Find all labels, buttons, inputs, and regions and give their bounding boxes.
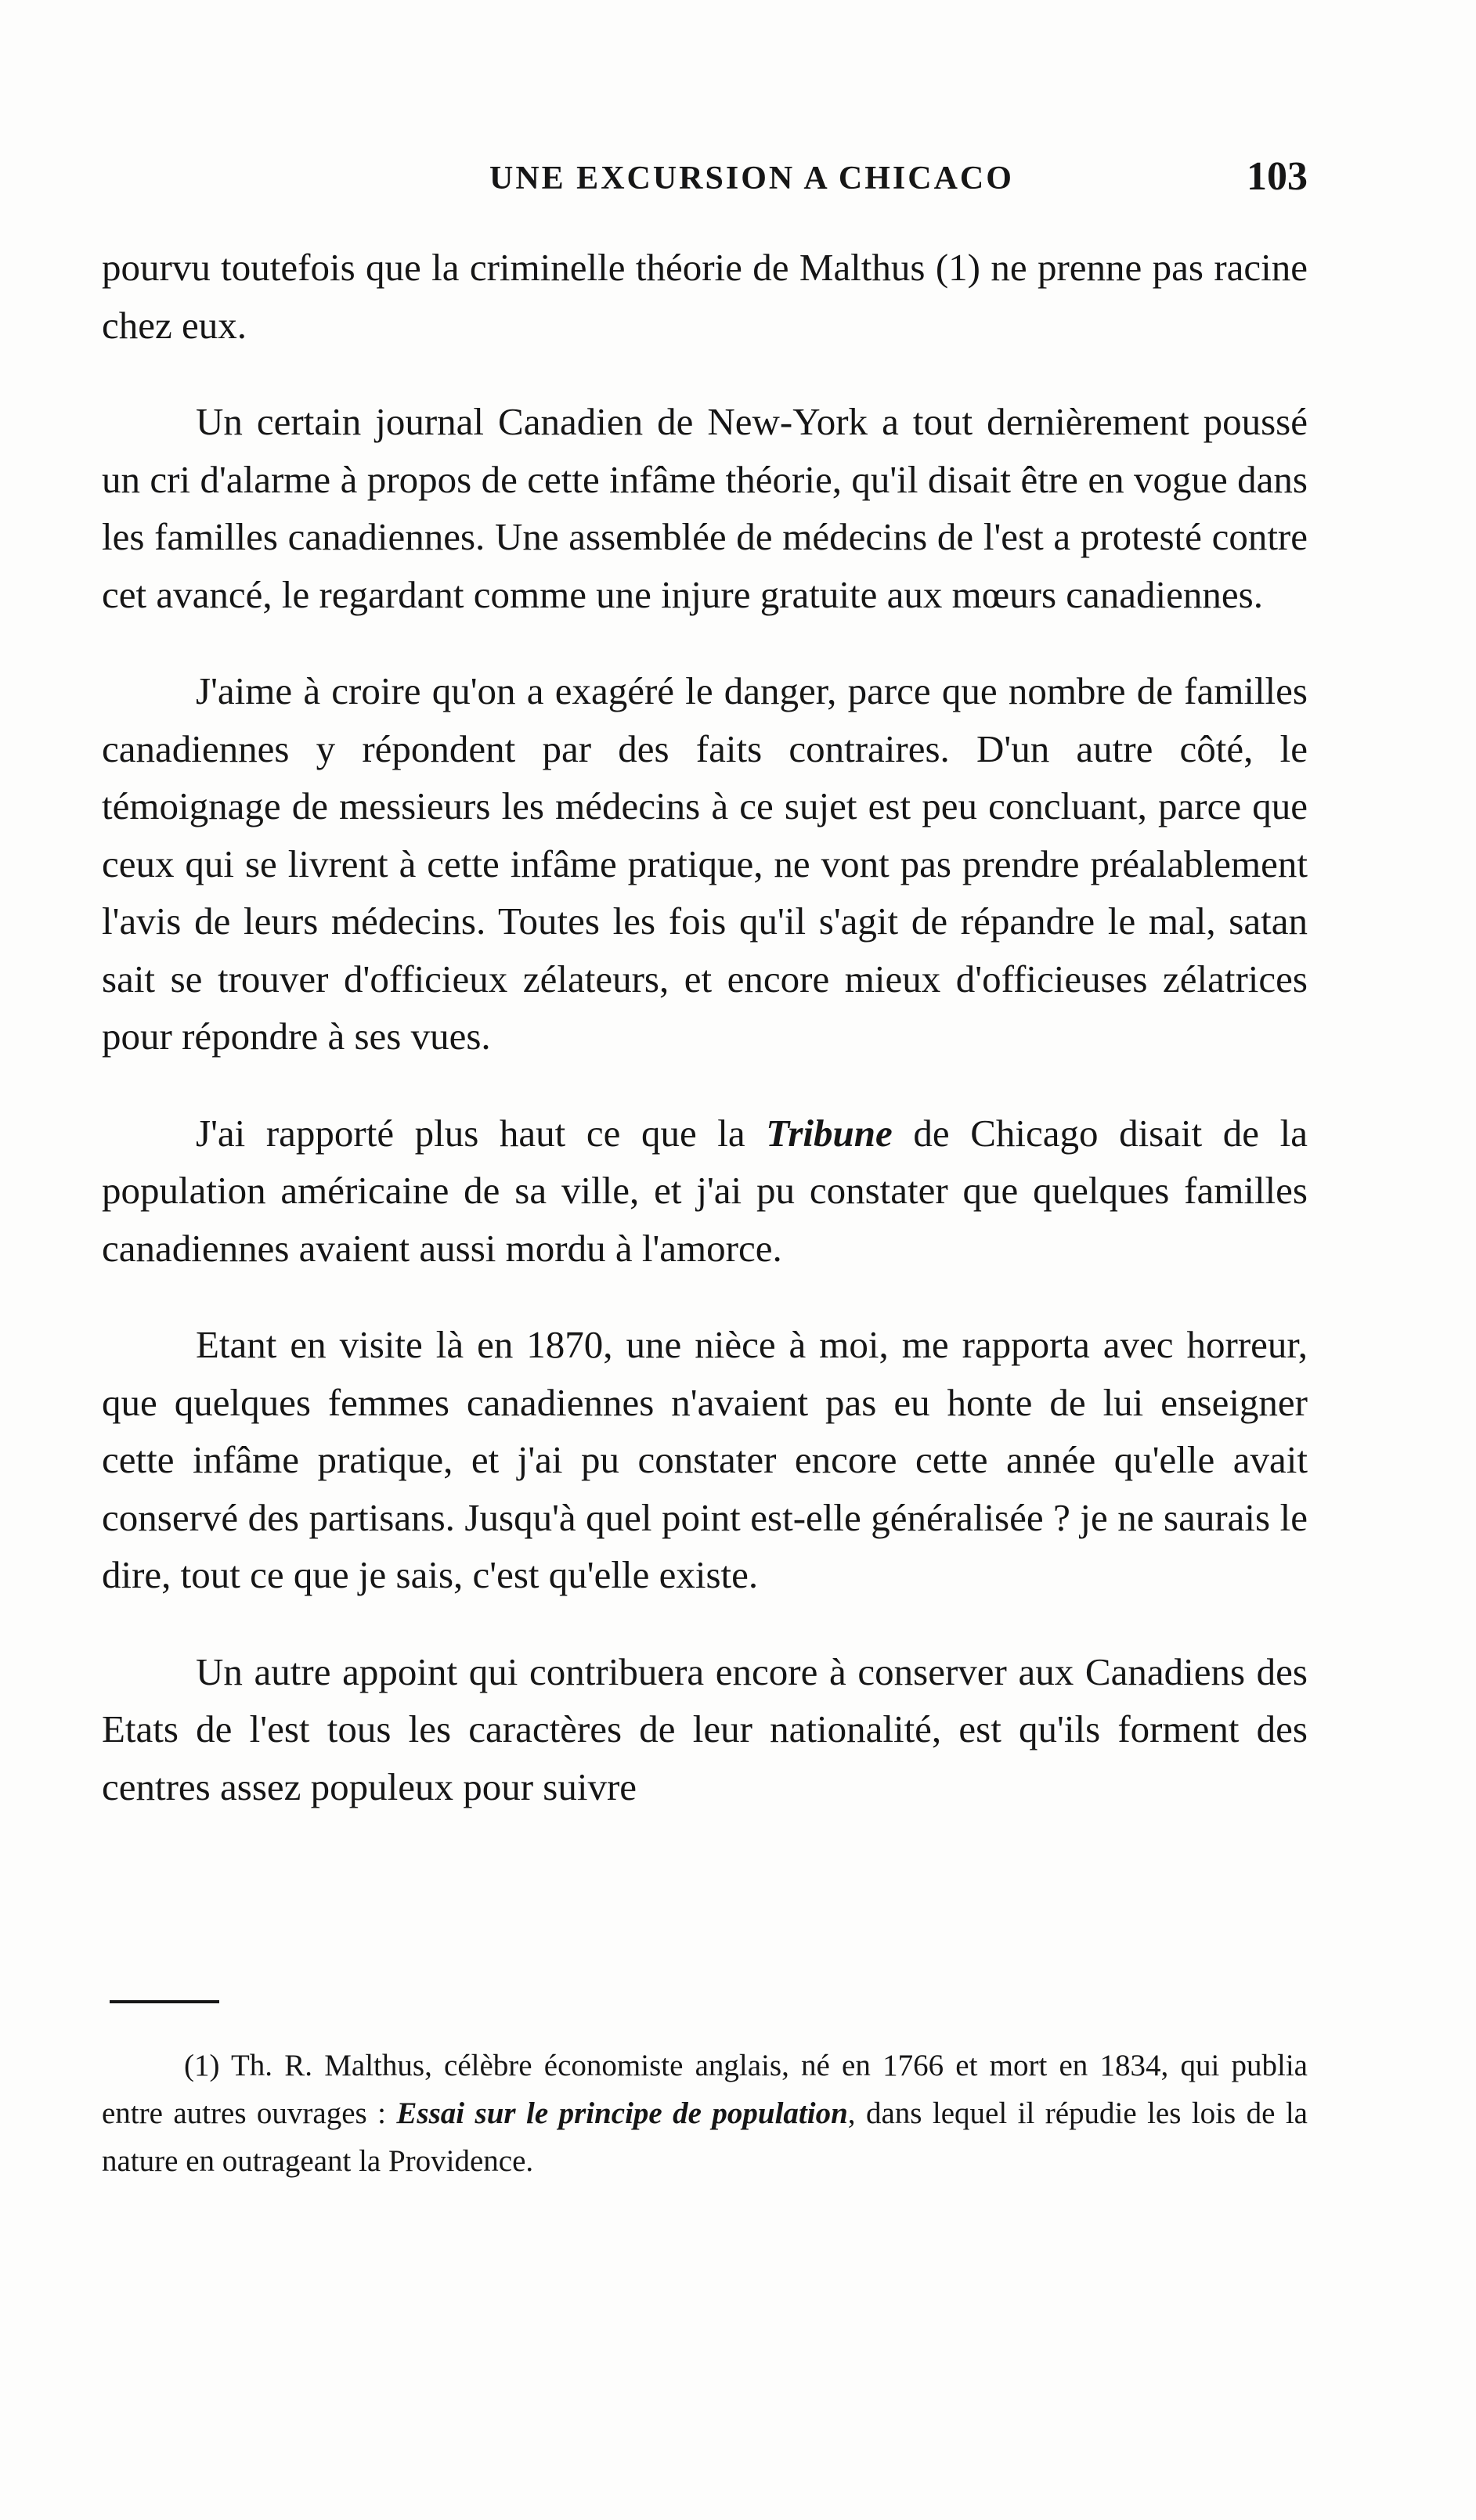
- footnote-end: , dans lequel il répudie les lois de la nature en outrageant la Providence.: [102, 2096, 1308, 2178]
- paragraph-2: Un certain journal Canadien de New-York a tout dernièrement poussé un cri d'alarme à propos de cette infâme théorie, qu'il disait être en vogue dans les familles canadiennes. Une assemblée de médecins de l'est a protesté contre cet avancé, le regardant comme une injure gratuite aux mœurs canadiennes.: [102, 400, 1308, 616]
- paragraph-4-start: J'ai rapporté plus haut ce que la: [196, 1111, 767, 1155]
- paragraph-3: J'aime à croire qu'on a exagéré le danger, parce que nombre de familles canadiennes y répondent par des faits contraires. D'un autre côté, le témoignage de messieurs les médecins à ce sujet est peu concluant, parce que ceux qui se livrent à cette infâme pratique, ne vont pas prendre préalablement l'avis de leurs médecins. Toutes les fois qu'il s'agit de répandre le mal, satan sait se trouver d'officieux zélateurs, et encore mieux d'officieuses zélatrices pour répondre à ses vues.: [102, 669, 1308, 1058]
- running-title: UNE EXCURSION A CHICACO: [489, 160, 1014, 196]
- paragraph-6: Un autre appoint qui contribuera encore à conserver aux Canadiens des Etats de l'est tous les caractères de leur nationalité, est qu'ils forment des centres assez populeux pour suivre: [102, 1649, 1308, 1808]
- footnote-start: (1) Th. R. Malthus, célèbre économiste anglais, né en 1766 et mort en 1834, qui publia entre autres ouvrages :: [102, 2049, 1308, 2130]
- footnote-divider: [110, 2000, 219, 2003]
- paragraph-4-end: de Chicago disait de la population américaine de sa ville, et j'ai pu constater que quelques familles canadiennes avaient aussi mordu à l'amorce.: [102, 1111, 1308, 1270]
- footnote-book-title: Essai sur le principe de population: [396, 2096, 848, 2130]
- tribune-title: Tribune: [766, 1111, 893, 1155]
- page-number: 103: [1247, 154, 1308, 199]
- paragraph-1: pourvu toutefois que la criminelle théorie de Malthus (1) ne prenne pas racine chez eux.: [102, 246, 1308, 347]
- running-header: [102, 153, 1308, 208]
- body-text: [102, 239, 1308, 1815]
- paragraph-4: [102, 1105, 1308, 1278]
- paragraph-5: Etant en visite là en 1870, une nièce à moi, me rapporta avec horreur, que quelques femmes canadiennes n'avaient pas eu honte de lui enseigner cette infâme pratique, et j'ai pu constater encore cette année qu'elle avait conservé des partisans. Jusqu'à quel point est-elle généralisée ? je ne saurais le dire, tout ce que je sais, c'est qu'elle existe.: [102, 1323, 1308, 1596]
- footnote: [102, 2042, 1308, 2185]
